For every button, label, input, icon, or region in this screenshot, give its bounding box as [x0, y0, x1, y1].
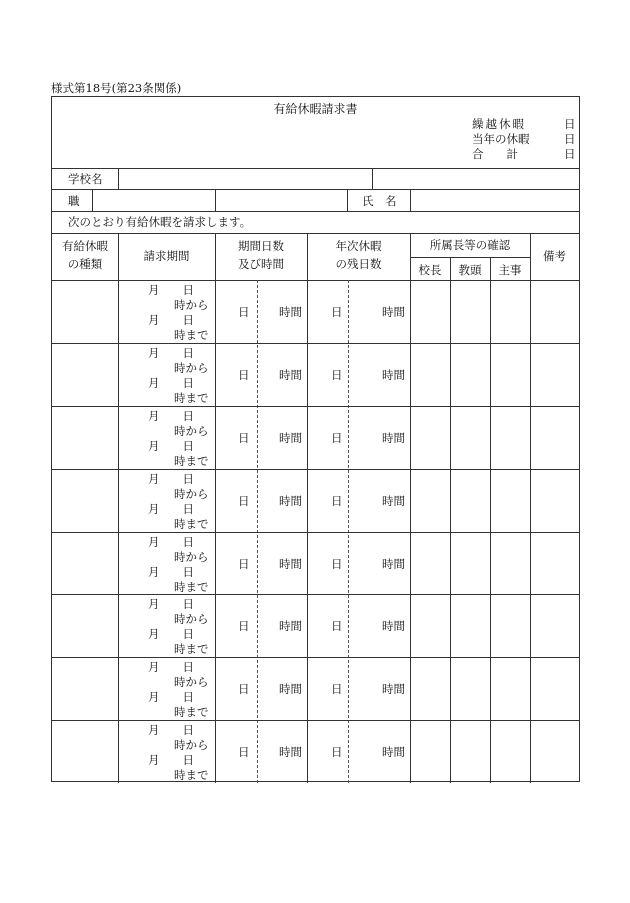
to-month-day: 月 日 — [148, 627, 194, 641]
remaining-day-unit: 日 — [331, 305, 343, 319]
table-row[interactable] — [52, 532, 579, 595]
from-hour: 時から — [174, 612, 209, 626]
period-day-unit: 日 — [238, 494, 250, 508]
period-day-unit: 日 — [238, 368, 250, 382]
table-row[interactable] — [52, 469, 579, 532]
form-number: 様式第18号(第23条関係) — [51, 81, 182, 95]
from-hour: 時から — [174, 675, 209, 689]
header-chief: 主事 — [498, 263, 522, 277]
request-sentence: 次のとおり有給休暇を請求します。 — [68, 215, 252, 229]
period-hours-unit: 時間 — [279, 368, 302, 382]
until-hour: 時まで — [174, 517, 209, 531]
header-vice-principal: 教頭 — [458, 263, 482, 277]
from-hour: 時から — [174, 487, 209, 501]
from-hour: 時から — [174, 550, 209, 564]
until-hour: 時まで — [174, 580, 209, 594]
until-hour: 時まで — [174, 768, 209, 782]
period-day-unit: 日 — [238, 431, 250, 445]
period-hours-unit: 時間 — [279, 619, 302, 633]
school-name-field[interactable] — [119, 169, 372, 189]
from-hour: 時から — [174, 361, 209, 375]
table-row[interactable] — [52, 720, 579, 783]
remaining-day-unit: 日 — [331, 557, 343, 571]
header-annual-remaining-1: 年次休暇 — [335, 239, 382, 253]
header-leave-type-1: 有給休暇 — [62, 239, 108, 253]
period-hours-unit: 時間 — [279, 682, 302, 696]
from-month-day: 月 日 — [148, 660, 194, 674]
position-field[interactable] — [93, 190, 215, 211]
from-month-day: 月 日 — [148, 472, 194, 486]
to-month-day: 月 日 — [148, 690, 194, 704]
carryover-unit: 日 — [564, 117, 576, 131]
to-month-day: 月 日 — [148, 439, 194, 453]
current-year-label: 当年の休暇 — [472, 132, 530, 146]
header-period-days-1: 期間日数 — [238, 239, 284, 253]
header-confirmation: 所属長等の確認 — [429, 238, 511, 252]
from-month-day: 月 日 — [148, 346, 194, 360]
header-leave-type-2: の種類 — [67, 257, 103, 271]
period-day-unit: 日 — [238, 305, 250, 319]
table-row[interactable] — [52, 657, 579, 720]
name-label: 氏 名 — [362, 194, 397, 208]
period-hours-unit: 時間 — [279, 431, 302, 445]
period-day-unit: 日 — [238, 619, 250, 633]
table-row[interactable] — [52, 280, 579, 343]
leave-request-form — [51, 96, 580, 782]
from-month-day: 月 日 — [148, 409, 194, 423]
period-day-unit: 日 — [238, 557, 250, 571]
from-hour: 時から — [174, 298, 209, 312]
total-unit: 日 — [564, 147, 576, 161]
form-title: 有給休暇請求書 — [273, 102, 358, 116]
table-row[interactable] — [52, 343, 579, 406]
from-hour: 時から — [174, 738, 209, 752]
to-month-day: 月 日 — [148, 502, 194, 516]
remaining-day-unit: 日 — [331, 494, 343, 508]
remaining-day-unit: 日 — [331, 745, 343, 759]
remaining-hours-unit: 時間 — [382, 745, 405, 759]
remaining-hours-unit: 時間 — [382, 619, 405, 633]
header-period-days-2: 及び時間 — [238, 257, 284, 271]
period-hours-unit: 時間 — [279, 305, 302, 319]
to-month-day: 月 日 — [148, 753, 194, 767]
from-month-day: 月 日 — [148, 535, 194, 549]
period-hours-unit: 時間 — [279, 557, 302, 571]
until-hour: 時まで — [174, 642, 209, 656]
header-principal: 校長 — [418, 263, 442, 277]
remaining-day-unit: 日 — [331, 682, 343, 696]
position-label: 職 — [68, 194, 80, 208]
period-hours-unit: 時間 — [279, 494, 302, 508]
remaining-hours-unit: 時間 — [382, 431, 405, 445]
to-month-day: 月 日 — [148, 376, 194, 390]
remaining-hours-unit: 時間 — [382, 368, 405, 382]
school-name-label: 学校名 — [68, 172, 103, 186]
until-hour: 時まで — [174, 454, 209, 468]
from-month-day: 月 日 — [148, 723, 194, 737]
from-hour: 時から — [174, 424, 209, 438]
to-month-day: 月 日 — [148, 313, 194, 327]
current-year-unit: 日 — [564, 132, 576, 146]
header-remarks: 備考 — [543, 249, 566, 263]
to-month-day: 月 日 — [148, 565, 194, 579]
from-month-day: 月 日 — [148, 597, 194, 611]
period-hours-unit: 時間 — [279, 745, 302, 759]
remaining-hours-unit: 時間 — [382, 305, 405, 319]
until-hour: 時まで — [174, 705, 209, 719]
carryover-label: 繰越休暇 — [472, 117, 526, 131]
remaining-day-unit: 日 — [331, 368, 343, 382]
until-hour: 時まで — [174, 391, 209, 405]
table-row[interactable] — [52, 594, 579, 657]
remaining-day-unit: 日 — [331, 431, 343, 445]
total-label: 合 計 — [472, 147, 518, 161]
remaining-hours-unit: 時間 — [382, 557, 405, 571]
table-row[interactable] — [52, 406, 579, 469]
name-field[interactable] — [411, 190, 579, 211]
until-hour: 時まで — [174, 328, 209, 342]
remaining-hours-unit: 時間 — [382, 682, 405, 696]
from-month-day: 月 日 — [148, 283, 194, 297]
header-annual-remaining-2: の残日数 — [335, 257, 382, 271]
period-day-unit: 日 — [238, 682, 250, 696]
remaining-hours-unit: 時間 — [382, 494, 405, 508]
remaining-day-unit: 日 — [331, 619, 343, 633]
header-request-period: 請求期間 — [143, 249, 190, 263]
period-day-unit: 日 — [238, 745, 250, 759]
